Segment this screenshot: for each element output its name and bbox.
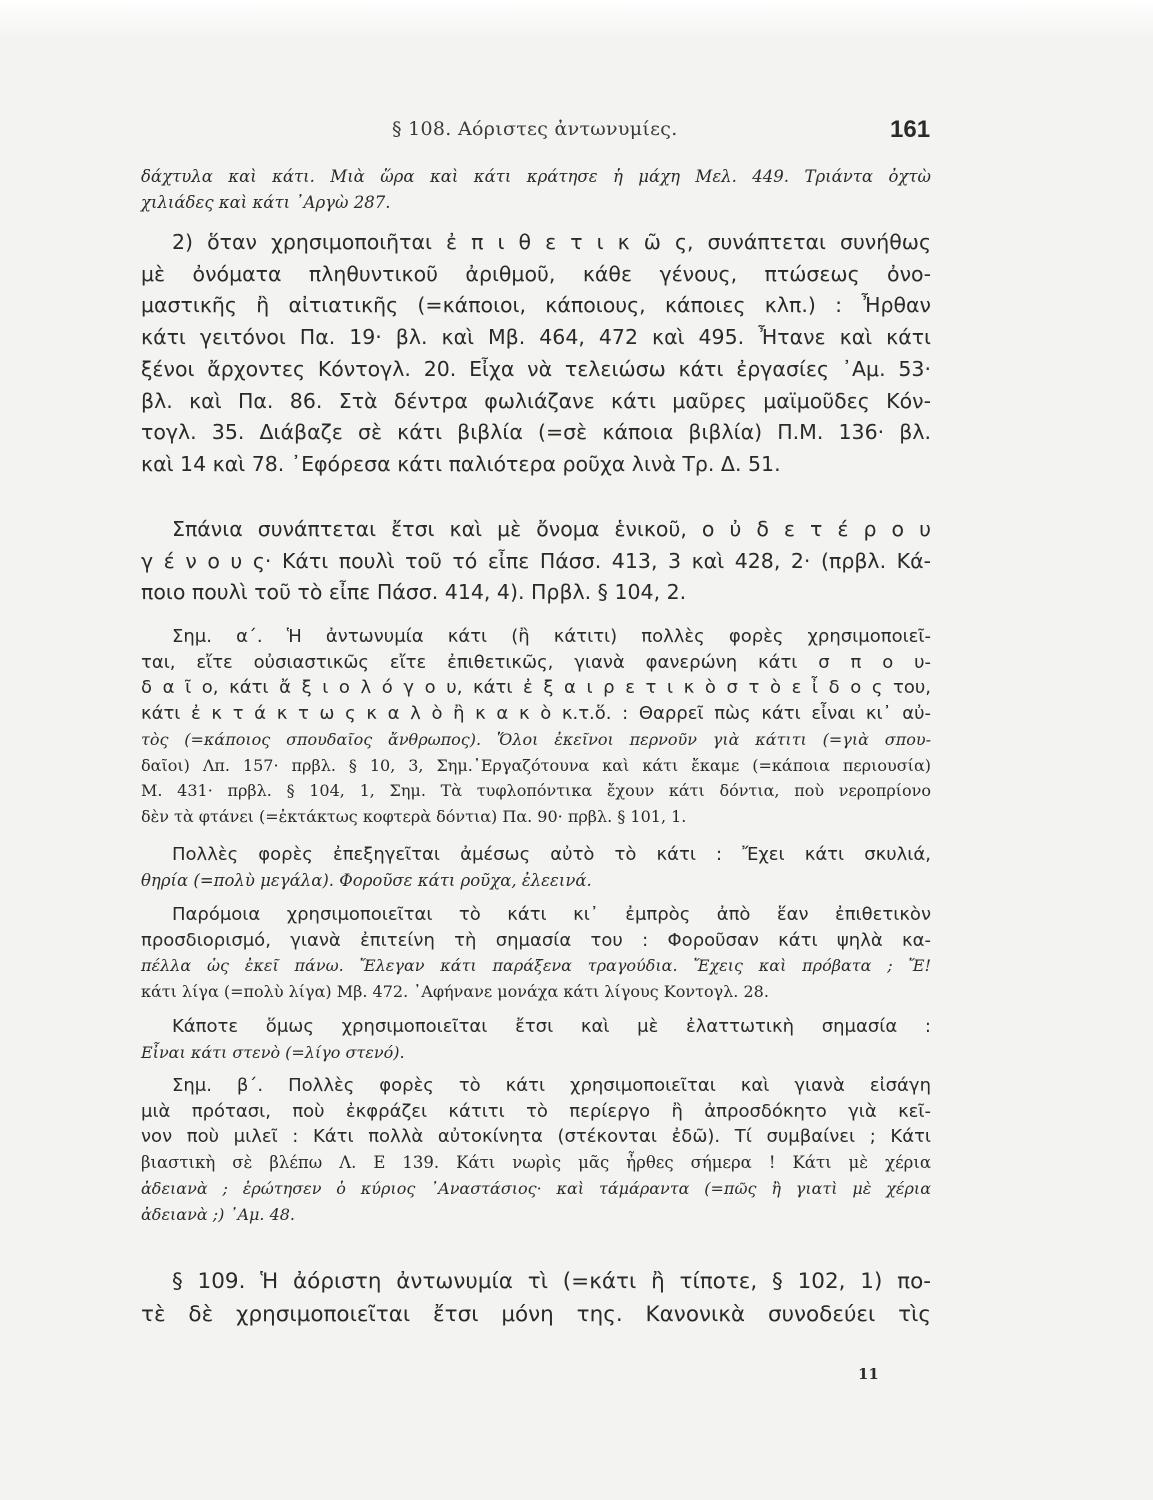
- scan-edge: [0, 0, 1153, 40]
- text-line: Σημ. α΄. Ἡ ἀντωνυμία κάτι (ἢ κάτιτι) πολλὲς φορὲς χρησιμοποιεῖ-: [172, 626, 931, 647]
- text-line: δάχτυλα καὶ κάτι. Μιὰ ὥρα καὶ κάτι κράτησε ἡ μάχη Μελ. 449. Τριάντα ὀχτὼ: [141, 167, 931, 186]
- text-line: 2) ὅταν χρησιμοποιῆται ἐ π ι θ ε τ ι κ ῶ ς, συνάπτεται συνήθως: [172, 230, 931, 254]
- text-line: ἀδειανὰ ; ἐρώτησεν ὁ κύριος ᾿Αναστάσιος· καὶ τάμάραντα (=πῶς ἢ γιατὶ μὲ χέρια: [141, 1178, 931, 1198]
- text-line: δ α ῖ ο, κάτι ἄ ξ ι ο λ ό γ ο υ, κάτι ἐ ξ α ι ρ ε τ ι κ ὸ σ τ ὸ ε ἶ δ ο ς του,: [141, 677, 931, 699]
- text-line: μαστικῆς ἢ αἰτιατικῆς (=κάποιοι, κάποιους, κάποιες κλπ.) : Ἦρθαν: [141, 293, 931, 318]
- running-header: § 108. Αόριστες ἀντωνυμίες.: [392, 118, 678, 140]
- text-line: τογλ. 35. Διάβαζε σὲ κάτι βιβλία (=σὲ κάποια βιβλία) Π.Μ. 136· βλ.: [141, 420, 931, 445]
- paragraph-2: [141, 227, 931, 481]
- text-line: βλ. καὶ Πα. 86. Στὰ δέντρα φωλιάζανε κάτι μαῦρες μαϊμοῦδες Κόν-: [141, 388, 931, 413]
- text-line: Παρόμοια χρησιμοποιεῖται τὸ κάτι κι᾿ ἐμπρὸς ἀπὸ ἕαν ἐπιθετικὸν: [172, 904, 931, 925]
- text-line: δαῖοι) Λπ. 157· πρβλ. § 10, 3, Σημ.᾿Εργαζότουνα καὶ κάτι ἔκαμε (=κάποια περιουσία): [141, 755, 931, 775]
- note-sometimes: [141, 1014, 931, 1065]
- text-line: Πολλὲς φορὲς ἐπεξηγεῖται ἀμέσως αὐτὸ τὸ κάτι : Ἔχει κάτι σκυλιά,: [172, 844, 931, 865]
- text-line: μὲ ὀνόματα πληθυντικοῦ ἀριθμοῦ, κάθε γένους, πτώσεως ὀνο-: [141, 261, 931, 286]
- text-line: ποιο πουλὶ τοῦ τὸ εἶπε Πάσσ. 414, 4). Πρβλ. § 104, 2.: [141, 580, 687, 605]
- text-line: νον ποὺ μιλεῖ : Κάτι πολλὰ αὐτοκίνητα (στέκονται ἐδῶ). Τί συμβαίνει ; Κάτι: [141, 1126, 931, 1148]
- section-109: [141, 1265, 931, 1331]
- text-line: κάτι γειτόνοι Πα. 19· βλ. καὶ Μβ. 464, 472 καὶ 495. Ἦτανε καὶ κάτι: [141, 325, 931, 350]
- text-line: καὶ 14 καὶ 78. ᾿Εφόρεσα κάτι παλιότερα ροῦχα λινὰ Τρ. Δ. 51.: [141, 451, 781, 476]
- page-number: 161: [890, 116, 931, 143]
- text-line: κάτι λίγα (=πολὺ λίγα) Μβ. 472. ᾿Αφήνανε μονάχα κάτι λίγους Κοντογλ. 28.: [141, 982, 769, 1002]
- text-line: γ έ ν ο υ ς· Κάτι πουλὶ τοῦ τό εἶπε Πάσσ. 413, 3 καὶ 428, 2· (πρβλ. Κά-: [141, 548, 931, 573]
- text-line: Σπάνια συνάπτεται ἔτσι καὶ μὲ ὄνομα ἑνικοῦ, ο ὐ δ ε τ έ ρ ο υ: [172, 517, 931, 541]
- text-line: Σημ. β΄. Πολλὲς φορὲς τὸ κάτι χρησιμοποιεῖται καὶ γιανὰ εἰσάγη: [172, 1075, 931, 1096]
- note-alpha: [141, 624, 931, 830]
- text-line: χιλιάδες καὶ κάτι ᾿Αργὼ 287.: [141, 193, 391, 212]
- note-epexegesis: [141, 842, 931, 893]
- text-line: πέλλα ὡς ἐκεῖ πάνω. Ἔλεγαν κάτι παράξενα τραγούδια. Ἔχεις καὶ πρόβατα ; Ἔ!: [141, 956, 931, 976]
- text-line: προσδιορισμό, γιανὰ ἐπιτείνη τὴ σημασία του : Φοροῦσαν κάτι ψηλὰ κα-: [141, 929, 931, 951]
- text-line: δὲν τὰ φτάνει (=ἐκτάκτως κοφτερὰ δόντια) Πα. 90· πρβλ. § 101, 1.: [141, 806, 687, 826]
- text-line: ται, εἴτε οὐσιαστικῶς εἴτε ἐπιθετικῶς, γιανὰ φανερώνη κάτι σ π ο υ-: [141, 651, 931, 673]
- text-line: Κάποτε ὅμως χρησιμοποιεῖται ἔτσι καὶ μὲ ἐλαττωτικὴ σημασία :: [172, 1016, 931, 1037]
- note-beta: [141, 1073, 931, 1227]
- note-similar: [141, 902, 931, 1005]
- text-line: βιαστικὴ σὲ βλέπω Λ. Ε 139. Κάτι νωρὶς μᾶς ἦρθες σήμερα ! Κάτι μὲ χέρια: [141, 1153, 931, 1173]
- text-line: κάτι ἐ κ τ ά κ τ ω ς κ α λ ὸ ἢ κ α κ ὸ κ.τ.ὅ. : Θαρρεῖ πὼς κάτι εἶναι κι᾿ αὐ-: [141, 703, 931, 725]
- paragraph-3: [141, 514, 931, 609]
- printer-signature: 11: [858, 1365, 879, 1383]
- text-line: Εἶναι κάτι στενὸ (=λίγο στενό).: [141, 1042, 405, 1062]
- text-line: τὸς (=κάποιος σπουδαῖος ἄνθρωπος). Ὅλοι ἐκεῖνοι περνοῦν γιὰ κάτιτι (=γιὰ σπου-: [141, 729, 931, 749]
- text-line: ἀδειανὰ ;) ᾿Αμ. 48.: [141, 1204, 296, 1224]
- text-line: § 109. Ἡ ἀόριστη ἀντωνυμία τὶ (=κάτι ἢ τίποτε, § 102, 1) πο-: [172, 1269, 931, 1294]
- text-line: ξένοι ἄρχοντες Κόντογλ. 20. Εἶχα νὰ τελειώσω κάτι ἐργασίες ᾿Αμ. 53·: [141, 356, 931, 381]
- text-line: τὲ δὲ χρησιμοποιεῖται ἔτσι μόνη της. Κανονικὰ συνοδεύει τὶς: [141, 1302, 931, 1327]
- text-line: Μ. 431· πρβλ. § 104, 1, Σημ. Τὰ τυφλοπόντικα ἔχουν κάτι δόντια, ποὺ νεροπρίονο: [141, 781, 931, 801]
- intro-continuation: [141, 164, 931, 216]
- text-line: θηρία (=πολὺ μεγάλα). Φοροῦσε κάτι ροῦχα, ἐλεεινά.: [141, 870, 592, 890]
- text-line: μιὰ πρότασι, ποὺ ἐκφράζει κάτιτι τὸ περίεργο ἢ ἀπροσδόκητο γιὰ κεῖ-: [141, 1100, 931, 1122]
